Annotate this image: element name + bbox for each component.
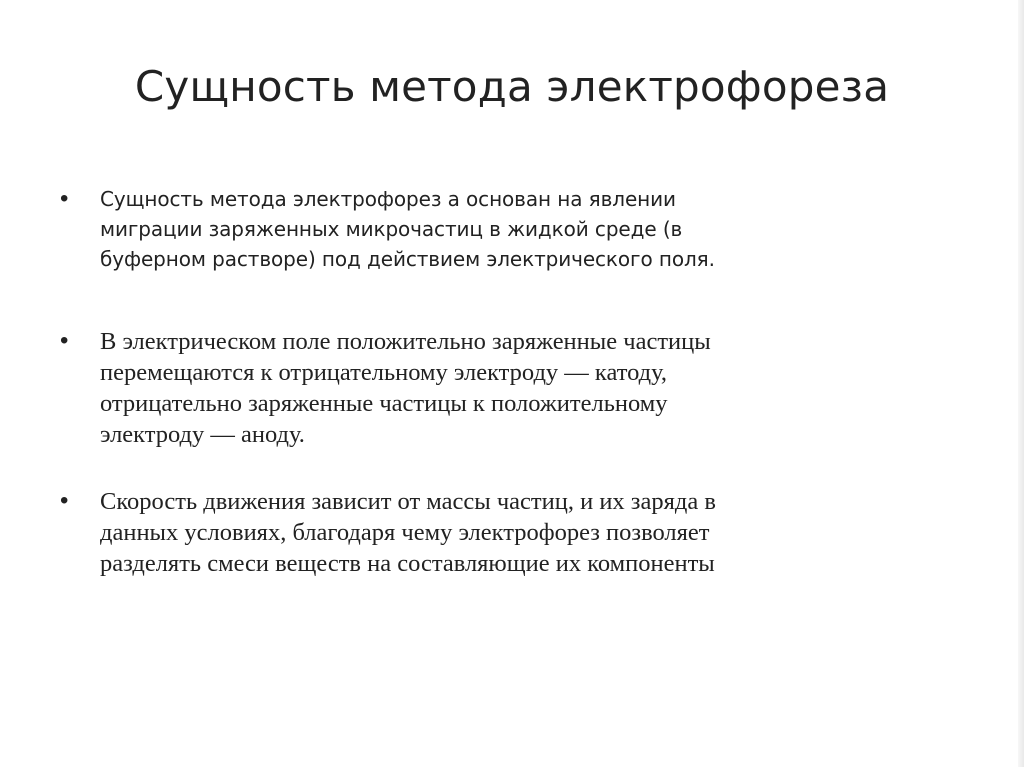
slide-title: Сущность метода электрофореза [134, 62, 890, 111]
bullet-text-1: Сущность метода электрофорез а основан на явлении миграции заряженных микрочастиц в жидкой среде (в буферном растворе) под действием электрического поля. [100, 187, 715, 271]
bullet-list [58, 184, 958, 579]
bullet-marker: • [60, 327, 69, 354]
bullet-marker: • [60, 487, 69, 514]
bullet-text-2: В электрическом поле положительно заряженные частицы перемещаются к отрицательному электроду — катоду, отрицательно заряженные частицы к положительному электроду — аноду. [100, 328, 711, 448]
bullet-item-3 [58, 486, 958, 579]
bullet-item-1 [58, 184, 958, 274]
slide-edge [1018, 0, 1024, 767]
bullet-marker: • [60, 185, 69, 212]
bullet-item-2 [58, 326, 958, 450]
bullet-text-3: Скорость движения зависит от массы частиц, и их заряда в данных условиях, благодаря чему электрофорез позволяет разделять смеси веществ на составляющие их компоненты [100, 488, 716, 577]
